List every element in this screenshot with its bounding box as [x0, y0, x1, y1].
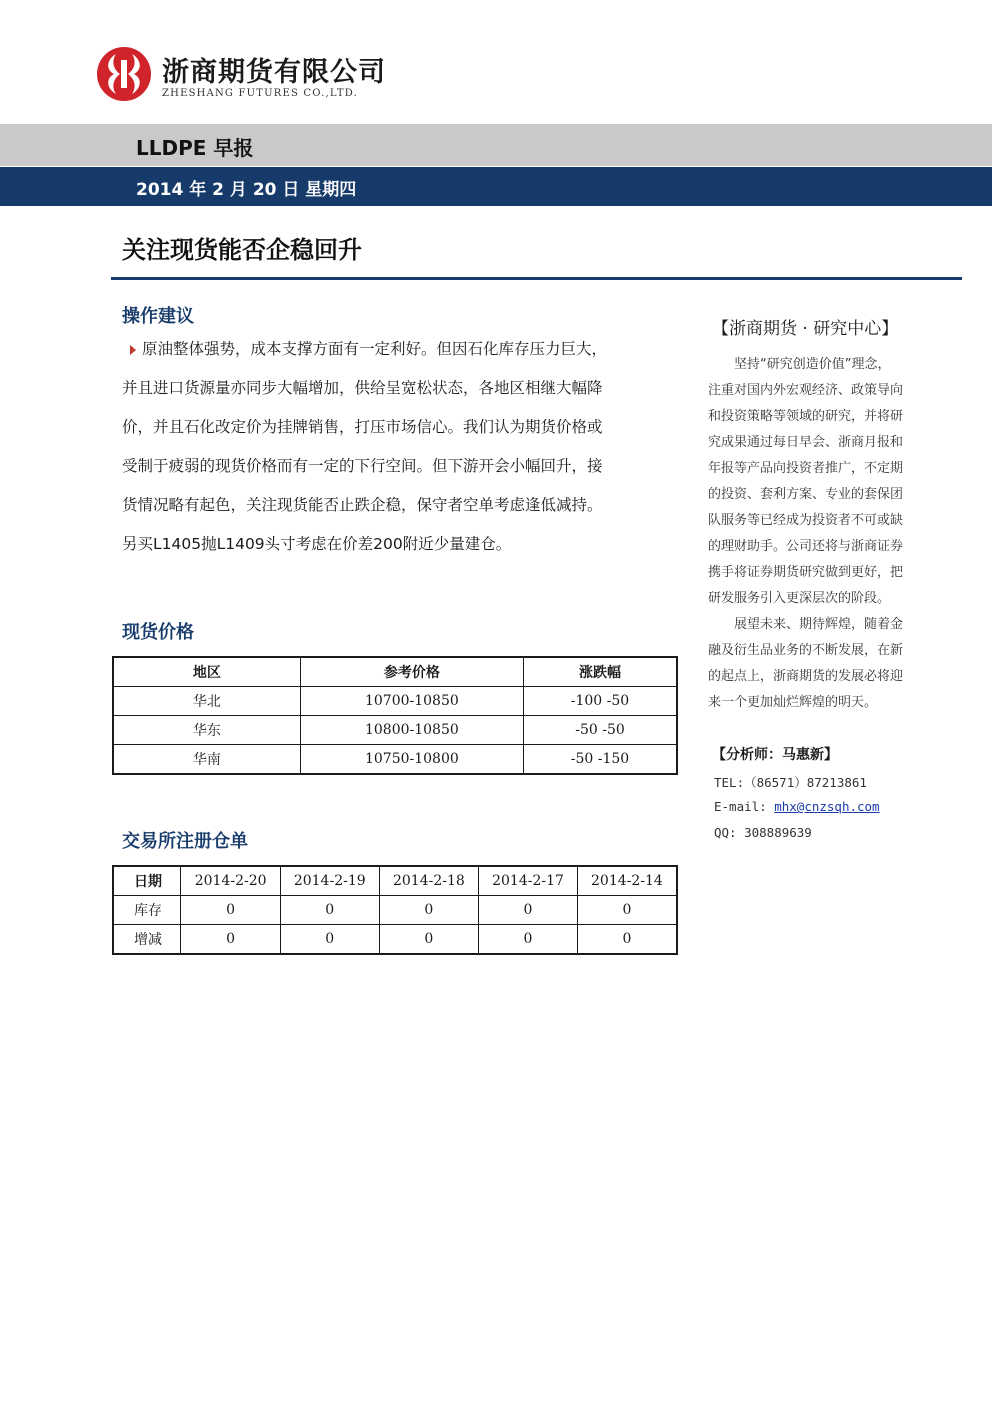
table-cell: 0 — [577, 925, 677, 955]
spot-heading: 现货价格 — [122, 622, 194, 643]
report-type: LLDPE 早报 — [136, 136, 254, 160]
table-cell: 10750-10800 — [300, 745, 523, 775]
company-name-en: ZHESHANG FUTURES CO.,LTD. — [162, 88, 358, 99]
company-logo — [96, 44, 396, 106]
report-type-band — [0, 124, 992, 166]
table-header-cell: 2014-2-17 — [479, 866, 578, 896]
spot-price-table — [112, 656, 678, 775]
table-header-cell: 2014-2-19 — [280, 866, 379, 896]
table-cell: 0 — [280, 925, 379, 955]
sidebar-line: 队服务等已经成为投资者不可或缺 — [708, 513, 904, 528]
table-cell: 0 — [379, 925, 479, 955]
advice-line: 原油整体强势，成本支撑方面有一定利好。但因石化库存压力巨大， — [122, 330, 672, 369]
table-cell: 华东 — [113, 716, 300, 745]
table-row — [113, 716, 677, 745]
sidebar-line: 融及衍生品业务的不断发展，在新 — [708, 643, 904, 658]
analyst-email-link[interactable]: mhx@cnzsqh.com — [774, 799, 880, 814]
table-cell: 华北 — [113, 687, 300, 716]
table-header-cell: 地区 — [113, 657, 300, 687]
sidebar-line: 的起点上，浙商期货的发展必将迎 — [708, 669, 904, 684]
table-row — [113, 925, 677, 955]
analyst-phone: TEL:（86571）87213861 — [714, 775, 867, 790]
sidebar-line: 来一个更加灿烂辉煌的明天。 — [708, 695, 878, 710]
table-cell: 10700-10850 — [300, 687, 523, 716]
sidebar-description — [708, 352, 940, 716]
table-header-row — [113, 657, 677, 687]
table-header-row — [113, 866, 677, 896]
table-cell: -50 -50 — [524, 716, 678, 745]
date-band — [0, 167, 992, 206]
table-row — [113, 745, 677, 775]
table-cell: 0 — [280, 896, 379, 925]
sidebar-line: 展望未来、期待辉煌，随着金 — [708, 617, 904, 632]
sidebar-line: 的投资、套利方案、专业的套保团 — [708, 487, 904, 502]
table-row — [113, 896, 677, 925]
warehouse-receipt-table — [112, 865, 678, 955]
email-label: E-mail: — [714, 799, 767, 814]
sidebar-line: 究成果通过每日早会、浙商月报和 — [708, 435, 904, 450]
table-header-cell: 2014-2-18 — [379, 866, 479, 896]
sidebar-line: 注重对国内外宏观经济、政策导向 — [708, 383, 904, 398]
sidebar-line: 研发服务引入更深层次的阶段。 — [708, 591, 891, 606]
table-cell: 库存 — [113, 896, 181, 925]
bullet-arrow-icon — [130, 345, 136, 355]
sidebar-line: 和投资策略等领域的研究，并将研 — [708, 409, 904, 424]
analyst-qq: QQ: 308889639 — [714, 825, 812, 840]
headline: 关注现货能否企稳回升 — [122, 236, 362, 264]
company-logo-icon — [96, 46, 152, 102]
table-header-cell: 2014-2-14 — [577, 866, 677, 896]
table-cell: 0 — [479, 896, 578, 925]
table-cell: 10800-10850 — [300, 716, 523, 745]
warehouse-heading: 交易所注册仓单 — [122, 831, 248, 852]
sidebar-line: 携手将证券期货研究做到更好，把 — [708, 565, 904, 580]
table-header-cell: 参考价格 — [300, 657, 523, 687]
table-row — [113, 687, 677, 716]
analyst-name: 【分析师：马惠新】 — [712, 747, 838, 763]
table-cell: 0 — [181, 896, 281, 925]
table-cell: -100 -50 — [524, 687, 678, 716]
advice-line: 并且进口货源量亦同步大幅增加，供给呈宽松状态，各地区相继大幅降 — [122, 379, 603, 397]
table-cell: 增减 — [113, 925, 181, 955]
sidebar-line: 坚持“研究创造价值”理念， — [708, 357, 891, 372]
table-cell: 华南 — [113, 745, 300, 775]
analyst-email-row — [714, 799, 880, 814]
table-header-cell: 涨跌幅 — [524, 657, 678, 687]
advice-line: 价，并且石化改定价为挂牌销售，打压市场信心。我们认为期货价格或 — [122, 418, 603, 436]
headline-divider — [111, 277, 962, 280]
advice-line: 受制于疲弱的现货价格而有一定的下行空间。但下游开会小幅回升，接 — [122, 457, 603, 475]
sidebar-line: 的理财助手。公司还将与浙商证券 — [708, 539, 904, 554]
advice-heading: 操作建议 — [122, 306, 194, 327]
advice-paragraph — [122, 330, 672, 564]
table-cell: 0 — [577, 896, 677, 925]
advice-line: 货情况略有起色，关注现货能否止跌企稳，保守者空单考虑逢低减持。 — [122, 496, 603, 514]
table-cell: -50 -150 — [524, 745, 678, 775]
company-name-cn: 浙商期货有限公司 — [162, 57, 386, 88]
table-cell: 0 — [479, 925, 578, 955]
sidebar-line: 年报等产品向投资者推广，不定期 — [708, 461, 904, 476]
sidebar-title: 【浙商期货 · 研究中心】 — [712, 319, 899, 339]
report-date: 2014 年 2 月 20 日 星期四 — [136, 180, 357, 200]
advice-line: 另买L1405抛L1409头寸考虑在价差200附近少量建仓。 — [122, 535, 512, 553]
table-header-cell: 2014-2-20 — [181, 866, 281, 896]
table-cell: 0 — [379, 896, 479, 925]
table-cell: 0 — [181, 925, 281, 955]
table-header-cell: 日期 — [113, 866, 181, 896]
